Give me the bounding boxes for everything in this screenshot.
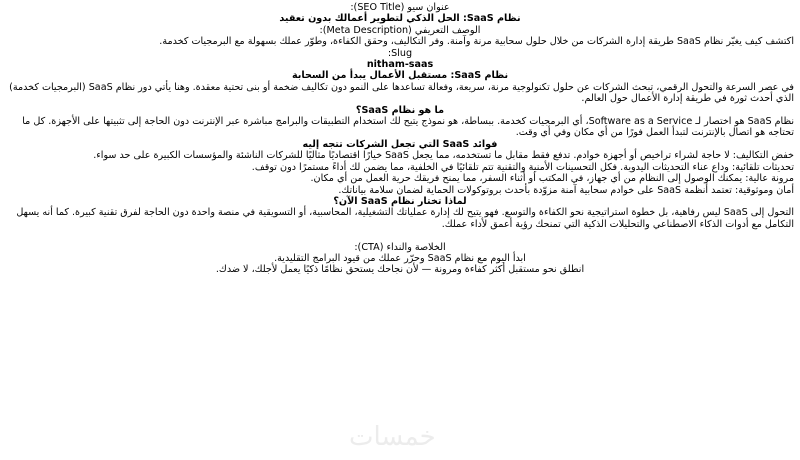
cta-label: الخلاصة والنداء (CTA): [354,241,446,253]
why-paragraph: التحول إلى SaaS ليس رفاهية، بل خطوة استراتيجية نحو الكفاءة والتوسع. فهو يتيح لك إدارة عملياتك التشغيلية، المحاسبية، أو التسويقية في منصة واحدة دون الحاجة لفرق تقنية كبيرة. كما أنه يسهل التكامل مع أدوات الذكاء الاصطناعي والتحليلات الذكية التي تمنحك رؤية أعمق لأداء عملك. [16,207,794,230]
intro-paragraph: في عصر السرعة والتحول الرقمي، تبحث الشركات عن حلول تكنولوجية مرنة، سريعة، وفعالة تساعدها على النمو دون تكاليف ضخمة أو بنى تحتية معقدة. وهنا يأتي دور نظام SaaS (البرمجيات كخدمة) الذي أحدث ثورة في طريقة إدارة الأعمال حول العالم. [9,81,794,105]
document [0,2,800,276]
seo-title: نظام SaaS: الحل الذكي لتطوير أعمالك بدون تعقيد [279,13,521,25]
benefit-item: خفض التكاليف: لا حاجة لشراء تراخيص أو أجهزة خوادم. تدفع فقط مقابل ما تستخدمه، مما يجعل SaaS خيارًا اقتصاديًا مثاليًا للشركات الناشئة والمؤسسات الكبيرة على حد سواء. [93,150,794,162]
cta-line-1: ابدأ اليوم مع نظام SaaS وحرّر عملك من قيود البرامج التقليدية. [274,252,526,264]
meta-description-label: الوصف التعريفي (Meta Description): [319,24,481,36]
seo-title-label: عنوان سيو (SEO Title): [350,2,450,13]
benefits-heading: فوائد SaaS التي تجعل الشركات تتجه إليه [302,138,498,150]
why-heading: لماذا تختار نظام SaaS الآن؟ [333,195,467,207]
benefit-item: أمان وموثوقية: تعتمد أنظمة SaaS على خوادم سحابية آمنة مزوّدة بأحدث بروتوكولات الحماية لضمان سلامة بياناتك. [338,184,794,196]
benefit-item: تحديثات تلقائية: وداع عناء التحديثات اليدوية. فكل التحسينات الأمنية والتقنية تتم تلقائيًا في الخلفية، مما يضمن لك أداءً مستمرًا دون توقف. [251,161,794,173]
what-is-heading: ما هو نظام SaaS؟ [355,104,445,116]
spacer [6,230,794,241]
main-heading: نظام SaaS: مستقبل الأعمال يبدأ من السحابة [291,70,509,82]
meta-description: اكتشف كيف يغيّر نظام SaaS طريقة إدارة الشركات من خلال حلول سحابية مرنة وآمنة. وفر التكاليف، وحقق الكفاءة، وطوّر عملك بسهولة مع البرمجيات كخدمة. [159,36,794,48]
what-is-paragraph: نظام SaaS هو اختصار لـ Software as a Service، أي البرمجيات كخدمة. ببساطة، هو نموذج يتيح لك استخدام التطبيقات والبرامج مباشرة عبر الإنترنت دون الحاجة إلى تثبيتها على الأجهزة. كل ما تحتاجه هو اتصال بالإنترنت لتبدأ العمل فورًا من أي مكان وفي أي وقت. [22,116,794,139]
slug-label: Slug: [387,47,413,59]
cta-line-2: انطلق نحو مستقبل أكثر كفاءة ومرونة — لأن نجاحك يستحق نظامًا ذكيًا يعمل لأجلك، لا ضدك. [215,264,585,276]
benefit-item: مرونة عالية: يمكنك الوصول إلى النظام من أي جهاز، في المكتب أو أثناء السفر، مما يمنح فريقك حرية العمل من أي مكان. [310,173,794,185]
khamsat-watermark: خمسات [349,422,436,452]
slug-value: nitham-saas [366,59,434,71]
